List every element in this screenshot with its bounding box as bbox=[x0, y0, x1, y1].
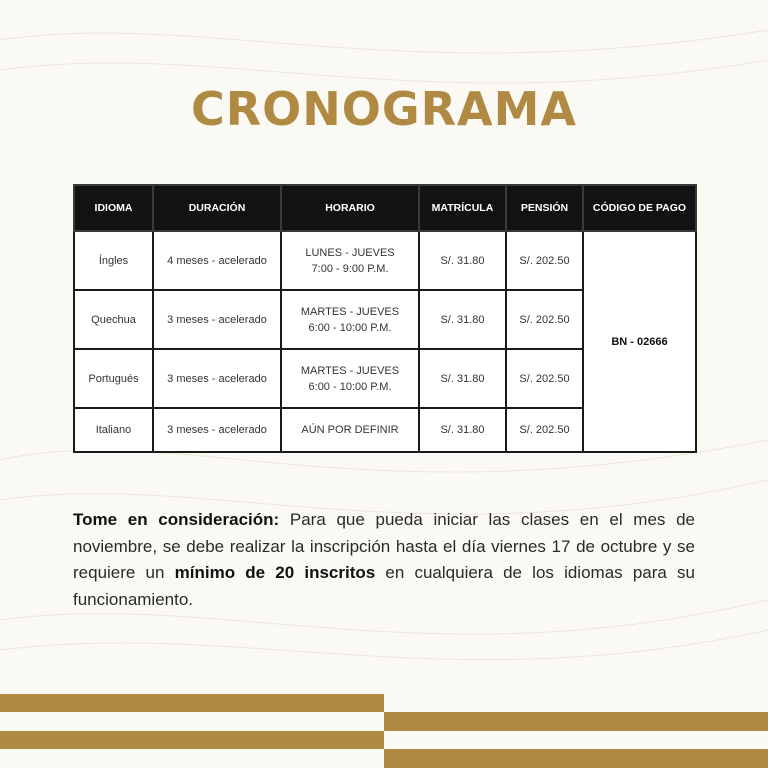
decor-stripe bbox=[384, 749, 768, 768]
cell-duracion: 3 meses - acelerado bbox=[153, 408, 281, 452]
consideration-note bbox=[73, 507, 695, 613]
cell-pension: S/. 202.50 bbox=[506, 290, 583, 349]
cell-duracion: 4 meses - acelerado bbox=[153, 231, 281, 290]
horario-days: LUNES - JUEVES bbox=[305, 246, 395, 259]
cell-horario bbox=[281, 231, 419, 290]
cell-matricula: S/. 31.80 bbox=[419, 349, 506, 408]
cell-horario bbox=[281, 290, 419, 349]
table-header-row bbox=[74, 185, 696, 231]
note-text-1: Para que pueda iniciar las clases en el mes de noviembre, se debe realizar la inscripción hasta el día viernes 17 de octubre y se requiere un bbox=[73, 510, 696, 582]
cell-matricula: S/. 31.80 bbox=[419, 408, 506, 452]
horario-days: MARTES - JUEVES bbox=[300, 364, 400, 377]
cell-horario bbox=[281, 349, 419, 408]
horario-hours: 6:00 - 10:00 P.M. bbox=[308, 380, 392, 393]
cell-idioma: Portugués bbox=[74, 349, 153, 408]
schedule-table bbox=[73, 184, 697, 453]
note-emphasis: mínimo de 20 inscritos bbox=[174, 563, 376, 582]
decor-stripe bbox=[384, 712, 768, 731]
header-matricula: MATRÍCULA bbox=[419, 185, 506, 231]
cell-duracion: 3 meses - acelerado bbox=[153, 290, 281, 349]
header-codigo-pago: CÓDIGO DE PAGO bbox=[583, 185, 696, 231]
header-pension: PENSIÓN bbox=[506, 185, 583, 231]
cell-idioma: Italiano bbox=[74, 408, 153, 452]
decor-stripe bbox=[0, 694, 384, 712]
cell-matricula: S/. 31.80 bbox=[419, 231, 506, 290]
cell-duracion: 3 meses - acelerado bbox=[153, 349, 281, 408]
table-row bbox=[74, 231, 696, 290]
cell-horario: AÚN POR DEFINIR bbox=[281, 408, 419, 452]
cell-pension: S/. 202.50 bbox=[506, 349, 583, 408]
cell-pension: S/. 202.50 bbox=[506, 408, 583, 452]
header-horario: HORARIO bbox=[281, 185, 419, 231]
header-idioma: IDIOMA bbox=[74, 185, 153, 231]
horario-hours: 6:00 - 10:00 P.M. bbox=[308, 321, 392, 334]
note-lead: Tome en consideración: bbox=[73, 510, 280, 529]
page-title: CRONOGRAMA bbox=[190, 82, 578, 136]
cell-idioma: Íngles bbox=[74, 231, 153, 290]
header-duracion: DURACIÓN bbox=[153, 185, 281, 231]
horario-days: MARTES - JUEVES bbox=[300, 305, 400, 318]
cell-idioma: Quechua bbox=[74, 290, 153, 349]
cell-matricula: S/. 31.80 bbox=[419, 290, 506, 349]
cell-pension: S/. 202.50 bbox=[506, 231, 583, 290]
horario-hours: 7:00 - 9:00 P.M. bbox=[311, 262, 389, 275]
decor-stripe bbox=[0, 731, 384, 749]
note-text-2: en cualquiera de los idiomas para su funcionamiento. bbox=[73, 563, 695, 609]
cell-codigo-pago: BN - 02666 bbox=[583, 231, 696, 452]
